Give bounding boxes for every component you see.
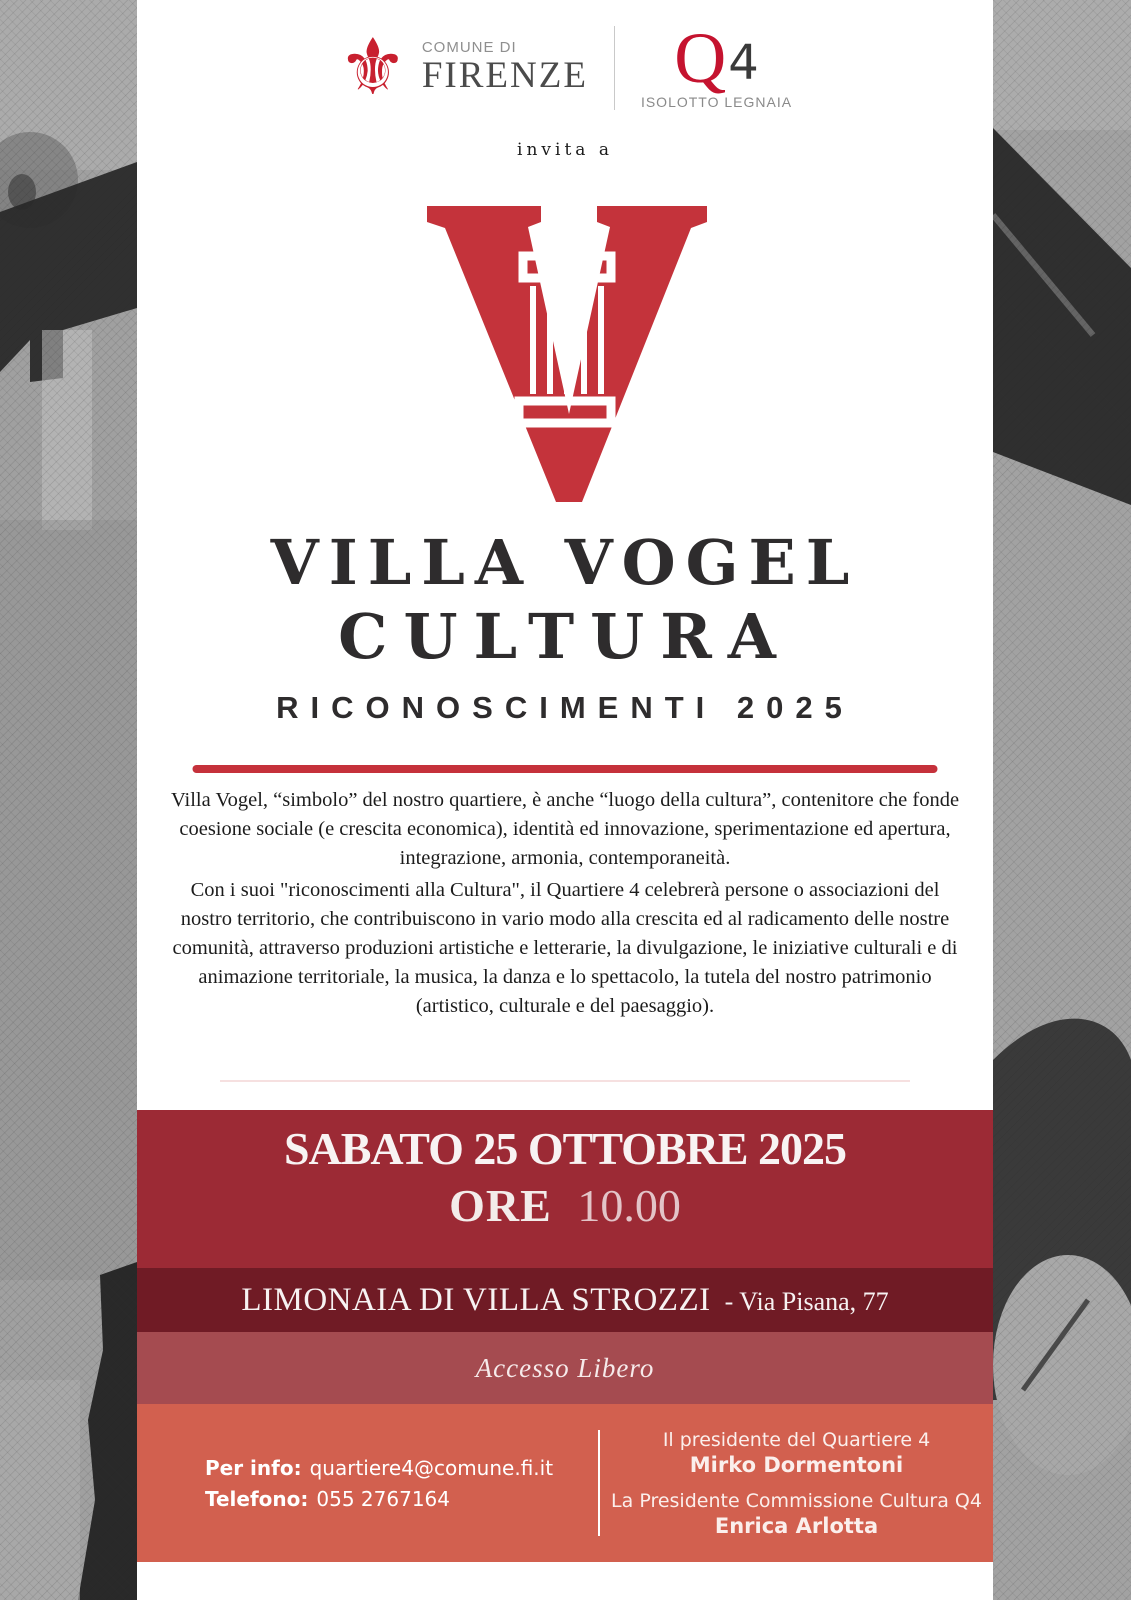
title-cultura: CULTURA [338, 600, 792, 673]
event-time [137, 1180, 993, 1231]
per-info-label: Per info: [205, 1455, 302, 1480]
q4-mark [674, 18, 759, 99]
ore-label: ORE [449, 1180, 552, 1231]
background-photo-right [993, 0, 1131, 1600]
subtitle-riconoscimenti: RICONOSCIMENTI 2025 [276, 690, 854, 725]
venue-name: LIMONAIA DI VILLA STROZZI [241, 1282, 711, 1318]
signatories [600, 1429, 993, 1538]
firenze-label: FIRENZE [421, 55, 588, 96]
president-title: Il presidente del Quartiere 4 [662, 1428, 931, 1451]
intro-paragraph: Villa Vogel, “simbolo” del nostro quartiere, è anche “luogo della cultura”, contenitore che fonde coesione sociale (e crescita economica), identità ed innovazione, sperimentazione ed apertura, integrazione, armonia, contemporaneità. [170, 789, 960, 870]
commission-title: La Presidente Commissione Cultura Q4 [611, 1489, 982, 1512]
comune-di-label: COMUNE DI [421, 39, 517, 56]
phone-value: 055 2767164 [316, 1486, 450, 1511]
poster-content [137, 0, 993, 1600]
time-value: 10.00 [577, 1180, 681, 1231]
comune-firenze-logo [422, 39, 588, 97]
description-paragraph: Con i suoi "riconoscimenti alla Cultura", il Quartiere 4 celebrerà persone o associazioni del nostro territorio, che contribuiscono in vario modo alla crescita ed al radicamento delle nostre comunità, attraverso produzioni artistiche e letterarie, la divulgazione, le iniziative culturali e di animazione territoriale, la musica, la danza e lo spettacolo, la tutela del nostro patrimonio (artistico, culturale e del paesaggio). [172, 879, 958, 1018]
logo-divider [614, 26, 615, 110]
venue-address: - Via Pisana, 77 [724, 1287, 889, 1316]
q4-number-4: 4 [728, 34, 759, 91]
q4-letter-q: Q [674, 18, 727, 99]
free-access-label: Accesso Libero [475, 1353, 655, 1383]
email-value: quartiere4@comune.fi.it [309, 1455, 554, 1480]
date-time-section [137, 1110, 993, 1268]
red-divider-rule [193, 765, 938, 773]
telefono-label: Telefono: [205, 1486, 309, 1511]
commission-name: Enrica Arlotta [714, 1513, 879, 1538]
fleur-de-lis-icon: ⚜ [337, 22, 408, 113]
contact-info [137, 1449, 598, 1518]
phone-line [205, 1487, 598, 1511]
president-name: Mirko Dormentoni [689, 1452, 904, 1477]
event-banner [137, 1110, 993, 1562]
title-villa-vogel: VILLA VOGEL [270, 526, 860, 599]
access-section [137, 1332, 993, 1404]
email-line [205, 1456, 598, 1480]
event-date: SABATO 25 OTTOBRE 2025 [283, 1123, 847, 1174]
venue-section [137, 1268, 993, 1332]
isolotto-legnaia-label: ISOLOTTO LEGNAIA [640, 93, 793, 110]
header-logos [137, 18, 993, 113]
faint-separator [220, 1080, 910, 1082]
villa-vogel-v-logo [419, 204, 711, 506]
background-photo-left [0, 0, 137, 1600]
footer-section [137, 1404, 993, 1562]
q4-logo [640, 18, 793, 110]
invitation-line: invita a [517, 140, 613, 160]
